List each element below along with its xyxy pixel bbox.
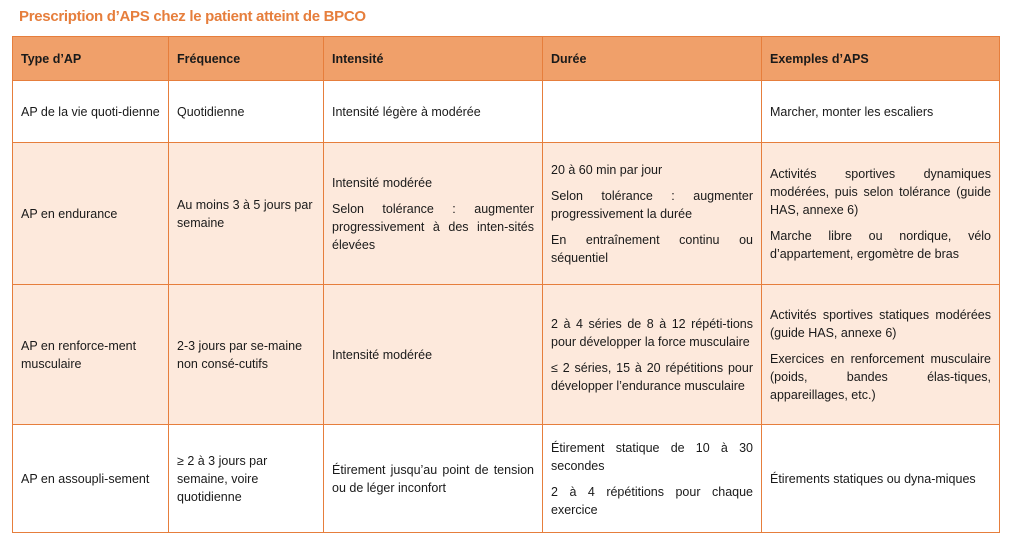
table-row (13, 81, 1000, 143)
cell-paragraph: 20 à 60 min par jour (551, 162, 663, 177)
cell-paragraph: Activités sportives dynamiques modérées, puis selon tolérance (guide HAS, annexe 6) (770, 166, 991, 217)
cell-type: AP en assoupli-sement (13, 425, 169, 533)
cell-exemples (762, 425, 1000, 533)
cell-intensite (324, 81, 543, 143)
cell-paragraph: ≤ 2 séries, 15 à 20 répétitions pour développer l’endurance musculaire (551, 360, 753, 393)
cell-paragraph: Marcher, monter les escaliers (770, 104, 934, 119)
cell-frequence: 2-3 jours par se-maine non consé-cutifs (169, 285, 324, 425)
cell-intensite (324, 425, 543, 533)
cell-paragraph: Selon tolérance : augmenter progressivement à des inten-sités élevées (332, 201, 534, 252)
cell-type: AP en endurance (13, 143, 169, 285)
cell-paragraph: Activités sportives statiques modérées (guide HAS, annexe 6) (770, 307, 991, 340)
cell-paragraph: Exercices en renforcement musculaire (poids, bandes élas-tiques, appareillages, etc.) (770, 351, 991, 402)
cell-paragraph: Selon tolérance : augmenter progressivement la durée (551, 188, 753, 221)
table-header-row (13, 37, 1000, 81)
cell-paragraph: Intensité légère à modérée (332, 104, 481, 119)
cell-exemples (762, 143, 1000, 285)
cell-exemples (762, 81, 1000, 143)
cell-intensite (324, 143, 543, 285)
header-duree: Durée (543, 37, 762, 81)
cell-duree (543, 285, 762, 425)
header-type: Type d’AP (13, 37, 169, 81)
cell-frequence: ≥ 2 à 3 jours par semaine, voire quotidienne (169, 425, 324, 533)
cell-duree (543, 425, 762, 533)
cell-paragraph: En entraînement continu ou séquentiel (551, 232, 753, 265)
cell-frequence: Quotidienne (169, 81, 324, 143)
cell-paragraph: Étirement jusqu’au point de tension ou de léger inconfort (332, 462, 534, 495)
cell-paragraph: Intensité modérée (332, 175, 433, 190)
cell-paragraph: 2 à 4 séries de 8 à 12 répéti-tions pour développer la force musculaire (551, 316, 753, 349)
cell-intensite (324, 285, 543, 425)
cell-exemples (762, 285, 1000, 425)
cell-paragraph: Étirements statiques ou dyna-miques (770, 471, 976, 486)
header-exemples: Exemples d’APS (762, 37, 1000, 81)
prescription-table (12, 36, 1000, 533)
cell-type: AP en renforce-ment musculaire (13, 285, 169, 425)
cell-duree (543, 143, 762, 285)
cell-type: AP de la vie quoti-dienne (13, 81, 169, 143)
cell-duree (543, 81, 762, 143)
cell-paragraph: 2 à 4 répétitions pour chaque exercice (551, 484, 753, 517)
header-frequence: Fréquence (169, 37, 324, 81)
cell-frequence: Au moins 3 à 5 jours par semaine (169, 143, 324, 285)
page-title: Prescription d’APS chez le patient atteint de BPCO (19, 8, 366, 25)
header-intensite: Intensité (324, 37, 543, 81)
cell-paragraph: Intensité modérée (332, 347, 433, 362)
table-row (13, 425, 1000, 533)
table-row (13, 285, 1000, 425)
table-row (13, 143, 1000, 285)
cell-paragraph: Étirement statique de 10 à 30 secondes (551, 440, 753, 473)
cell-paragraph: Marche libre ou nordique, vélo d’appartement, ergomètre de bras (770, 228, 991, 261)
